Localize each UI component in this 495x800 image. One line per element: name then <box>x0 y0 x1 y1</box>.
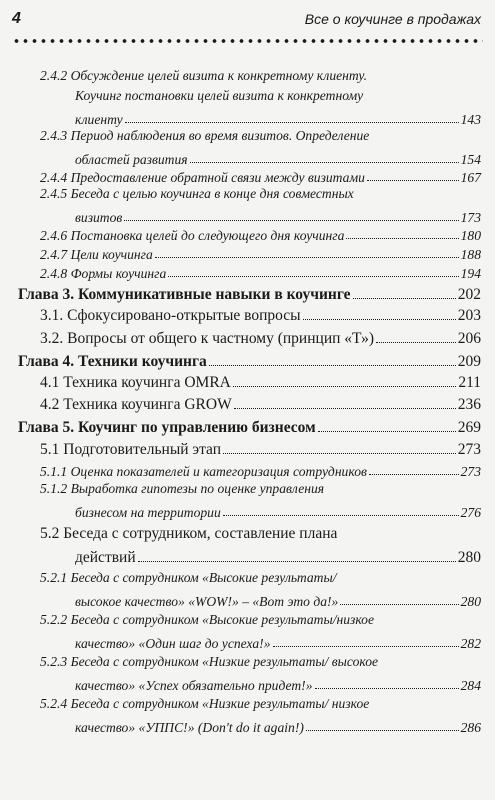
toc-entry-5-2[interactable] <box>75 547 481 567</box>
toc-entry-text: действий <box>75 549 136 566</box>
toc-entry-5-2-4[interactable] <box>75 716 481 736</box>
toc-entry-5-2-line1: 5.2 Беседа с сотрудником, составление плана <box>40 525 338 542</box>
dot-leader <box>367 180 459 181</box>
dot-leader <box>306 730 459 731</box>
toc-entry-3-2[interactable] <box>40 328 481 348</box>
toc-entry-5-2-3[interactable] <box>75 674 481 694</box>
toc-entry-text: 2.4.7 Цели коучинга <box>40 247 153 262</box>
toc-page-number: 154 <box>460 152 481 167</box>
toc-page-number: 276 <box>460 505 481 520</box>
toc-entry-text: 2.4.6 Постановка целей до следующего дня коучинга <box>40 228 345 243</box>
toc-entry-text: 3.2. Вопросы от общего к частному (принцип «Т») <box>40 330 375 347</box>
toc-entry-text: Глава 4. Техники коучинга <box>18 353 207 370</box>
toc-page-number: 269 <box>457 419 481 436</box>
dot-leader <box>209 365 456 366</box>
toc-entry-text: Глава 3. Коммуникативные навыки в коучинге <box>18 286 351 303</box>
toc-entry-text: визитов <box>75 210 123 225</box>
toc-entry-text: 2.4.8 Формы коучинга <box>40 266 167 281</box>
dot-leader <box>138 561 456 562</box>
toc-page-number: 143 <box>460 112 481 127</box>
toc-page-number: 206 <box>457 330 481 347</box>
toc-page-number: 280 <box>457 549 481 566</box>
running-header <box>12 10 481 32</box>
running-title: Все о коучинге в продажах <box>304 11 481 27</box>
toc-entry-2-4-5[interactable] <box>75 206 481 226</box>
dot-leader <box>190 162 459 163</box>
dot-leader <box>124 220 458 221</box>
toc-chapter-4[interactable] <box>18 351 481 371</box>
dot-leader <box>340 604 458 605</box>
toc-entry-3-1[interactable] <box>40 305 481 325</box>
toc-entry-2-4-5-line1: 2.4.5 Беседа с целью коучинга в конце дня совместных <box>40 186 354 201</box>
toc-page-number: 203 <box>457 307 481 324</box>
dotted-rule <box>12 38 483 44</box>
dot-leader <box>155 257 459 258</box>
toc-entry-text: 5.1 Подготовительный этап <box>40 441 222 458</box>
toc-entry-2-4-2-line2: Коучинг постановки целей визита к конкретному <box>75 88 364 103</box>
toc-page-number: 180 <box>460 228 481 243</box>
toc-entry-2-4-8[interactable] <box>40 262 481 282</box>
toc-entry-4-2[interactable] <box>40 394 481 414</box>
toc-chapter-5[interactable] <box>18 417 481 437</box>
toc-entry-2-4-6[interactable] <box>40 224 481 244</box>
toc-entry-text: 4.1 Техника коучинга OMRA <box>40 374 231 391</box>
toc-entry-text: областей развития <box>75 152 188 167</box>
toc-entry-text: 3.1. Сфокусировано-открытые вопросы <box>40 307 301 324</box>
dot-leader <box>315 688 459 689</box>
toc-chapter-3[interactable] <box>18 284 481 304</box>
dot-leader <box>234 408 456 409</box>
toc-entry-2-4-4[interactable] <box>40 166 481 186</box>
toc-page-number: 202 <box>457 286 481 303</box>
toc-entry-2-4-3[interactable] <box>75 148 481 168</box>
toc-entry-5-2-4-line1: 5.2.4 Беседа с сотрудником «Низкие результаты/ низкое <box>40 696 370 711</box>
toc-entry-text: 5.1.1 Оценка показателей и категоризация сотрудников <box>40 464 367 479</box>
dot-leader <box>125 122 459 123</box>
dot-leader <box>376 342 456 343</box>
toc-page-number: 282 <box>460 636 481 651</box>
dot-leader <box>233 386 456 387</box>
toc-page-number: 273 <box>457 441 481 458</box>
toc-entry-text: Глава 5. Коучинг по управлению бизнесом <box>18 419 316 436</box>
toc-entry-5-2-1-line1: 5.2.1 Беседа с сотрудником «Высокие результаты/ <box>40 570 337 585</box>
dot-leader <box>168 276 458 277</box>
toc-entry-5-1-2[interactable] <box>75 501 481 521</box>
toc-page-number: 280 <box>460 594 481 609</box>
toc-page-number: 273 <box>460 464 481 479</box>
toc-page-number: 209 <box>457 353 481 370</box>
toc-page-number: 286 <box>460 720 481 735</box>
toc-page-number: 284 <box>460 678 481 693</box>
dot-leader <box>273 646 459 647</box>
toc-entry-2-4-2[interactable] <box>75 108 481 128</box>
toc-entry-5-2-2[interactable] <box>75 632 481 652</box>
toc-entry-text: высокое качество» «WOW!» – «Вот это да!» <box>75 594 339 609</box>
dot-leader <box>318 431 456 432</box>
toc-entry-text: качество» «Успех обязательно придет!» <box>75 678 313 693</box>
toc-entry-text: 2.4.4 Предоставление обратной связи между визитами <box>40 170 365 185</box>
toc-entry-5-2-2-line1: 5.2.2 Беседа с сотрудником «Высокие результаты/низкое <box>40 612 374 627</box>
dot-leader <box>346 238 458 239</box>
toc-entry-2-4-3-line1: 2.4.3 Период наблюдения во время визитов. Определение <box>40 128 370 143</box>
toc-entry-5-1-2-line1: 5.1.2 Выработка гипотезы по оценке управления <box>40 481 325 496</box>
toc-page-number: 211 <box>458 374 481 391</box>
toc-entry-5-1[interactable] <box>40 439 481 459</box>
toc-entry-5-1-1[interactable] <box>40 460 481 480</box>
toc-entry-4-1[interactable] <box>40 372 481 392</box>
toc-entry-5-2-3-line1: 5.2.3 Беседа с сотрудником «Низкие результаты/ высокое <box>40 654 379 669</box>
toc-page-number: 167 <box>460 170 481 185</box>
dot-leader <box>223 515 459 516</box>
dot-leader <box>353 298 456 299</box>
toc-entry-text: клиенту <box>75 112 123 127</box>
toc-page-number: 173 <box>460 210 481 225</box>
toc-page-number: 236 <box>457 396 481 413</box>
dot-leader <box>223 453 456 454</box>
toc-entry-text: 4.2 Техника коучинга GROW <box>40 396 232 413</box>
toc-entry-2-4-2-line1: 2.4.2 Обсуждение целей визита к конкретному клиенту. <box>40 68 367 83</box>
toc-page-number: 194 <box>460 266 481 281</box>
toc-entry-text: качество» «Один шаг до успеха!» <box>75 636 271 651</box>
page-number: 4 <box>12 10 21 27</box>
toc-entry-text: качество» «УППС!» (Don't do it again!) <box>75 720 304 735</box>
toc-entry-2-4-7[interactable] <box>40 243 481 263</box>
dot-leader <box>303 319 456 320</box>
toc-entry-5-2-1[interactable] <box>75 590 481 610</box>
dot-leader <box>369 474 459 475</box>
toc-page-number: 188 <box>460 247 481 262</box>
toc-entry-text: бизнесом на территории <box>75 505 221 520</box>
